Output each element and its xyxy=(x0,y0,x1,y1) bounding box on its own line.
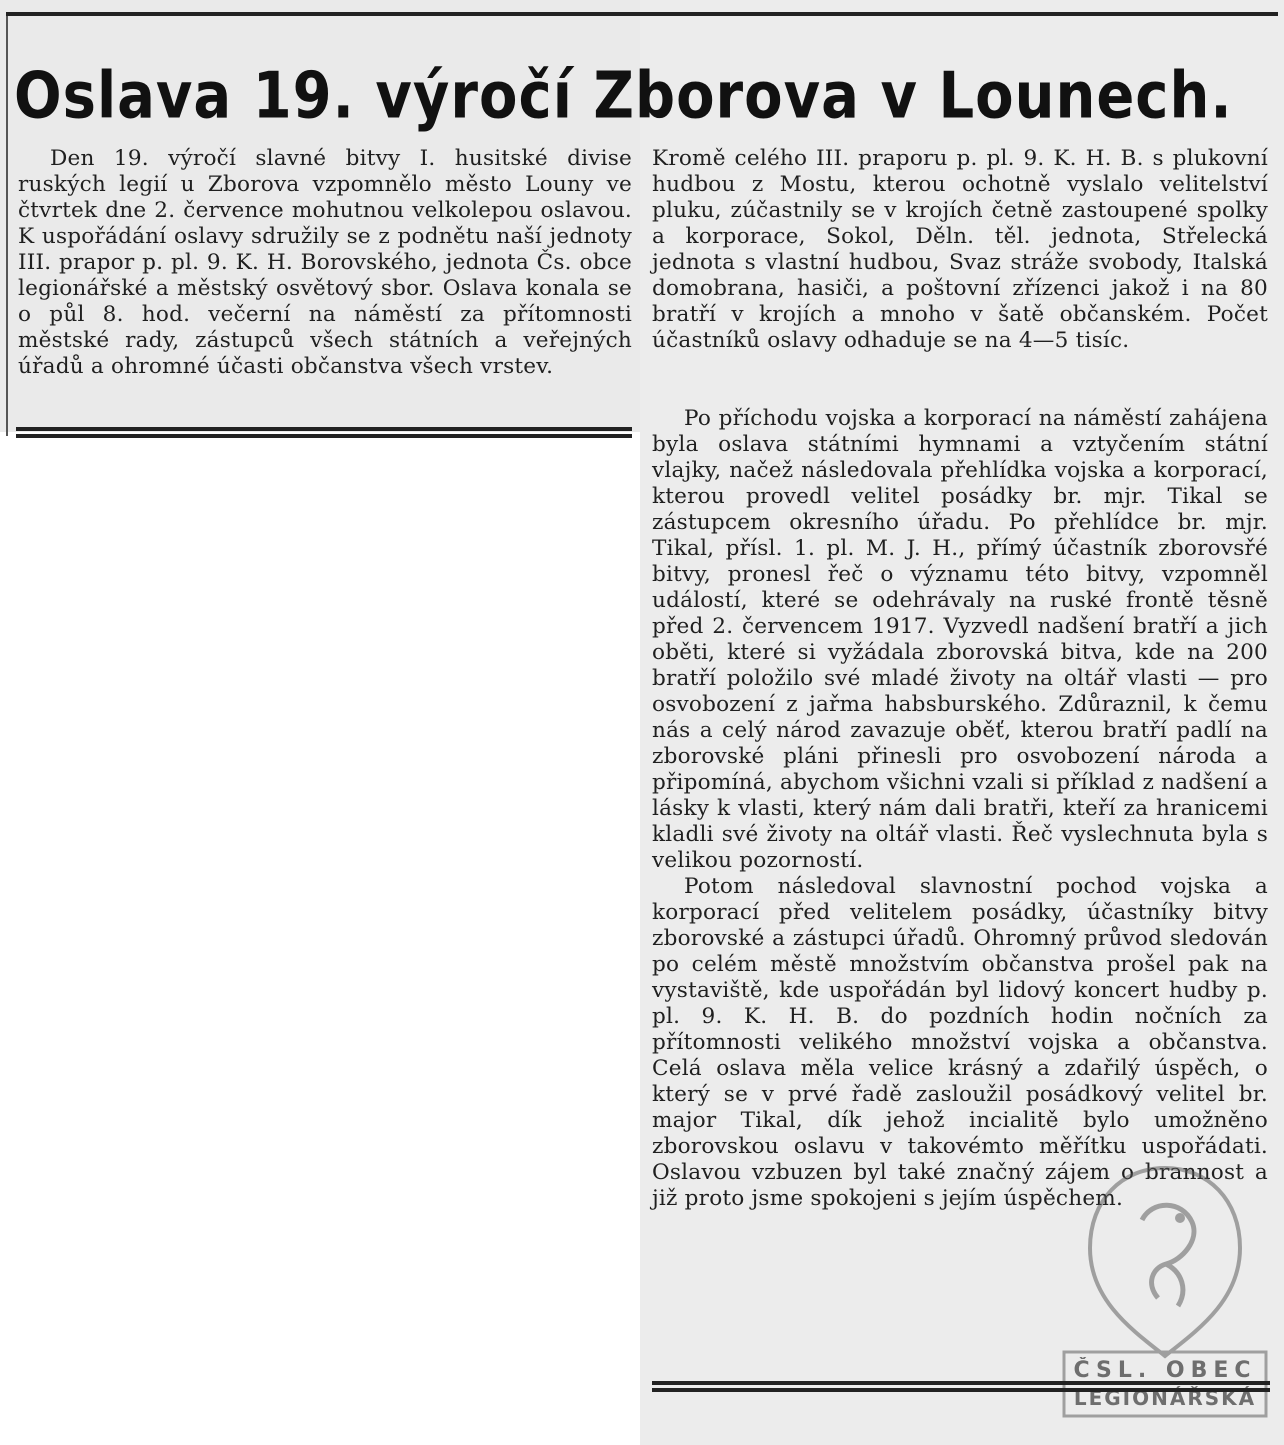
left-paragraph-1: Den 19. výročí slavné bitvy I. husitské divise ruských legií u Zborova vzpomnělo město Louny ve čtvrtek dne 2. července mohutnou velkolepou oslavou. K uspořádání oslavy sdružily se z podnětu naší jednoty III. prapor p. pl. 9. K. H. Borovského, jednota Čs. obce legionářské a městský osvětový sbor. Oslava konala se o půl 8. hod. večerní na náměstí za přítomnosti městské rady, zástupců všech státních a veřejných úřadů a ohromné účasti občanstva všech vrstev. xyxy=(18,146,632,379)
article-headline: Oslava 19. výročí Zborova v Lounech. xyxy=(14,59,1233,134)
left-column-end-rule xyxy=(16,427,632,438)
right-column-main xyxy=(652,406,1268,1212)
right-paragraph-2: Po příchodu vojska a korporací na náměstí zahájena byla oslava státními hymnami a vztyčením státní vlajky, načež následovala přehlídka vojska a korporací, kterou provedl velitel posádky br. mjr. Tikal se zástupcem okresního úřadu. Po přehlídce br. mjr. Tikal, přísl. 1. pl. M. J. H., přímý účastník zborovsřé bitvy, pronesl řeč o významu této bitvy, vzpomněl událostí, které se odehrávaly na ruské frontě těsně před 2. červencem 1917. Vyzvedl nadšení bratří a jich oběti, které si vyžádala zborovská bitva, kde na 200 bratří položilo své mladé životy na oltář vlasti — pro osvobození z jařma habsburského. Zdůraznil, k čemu nás a celý národ zavazuje oběť, kterou bratří padlí na zborovské pláni přinesli pro osvobození národa a připomíná, abychom všichni vzali si příklad z nadšení a lásky k vlasti, který nám dali bratři, kteří za hranicemi kladli své životy na oltář vlasti. Řeč vyslechnuta byla s velikou pozorností. xyxy=(652,406,1268,873)
right-column-top xyxy=(652,146,1268,354)
right-paragraph-1: Kromě celého III. praporu p. pl. 9. K. H. B. s plukovní hudbou z Mostu, kterou ochotně vyslalo velitelství pluku, zúčastnily se v krojích četně zastoupené spolky a korporace, Sokol, Děln. těl. jednota, Střelecká jednota s vlastní hudbou, Svaz stráže svobody, Italská domobrana, hasiči, a poštovní zřízenci jakož i na 80 bratří v krojích a mnoho v šatě občanském. Počet účastníků oslavy odhaduje se na 4—5 tisíc. xyxy=(652,146,1268,353)
right-column-end-rule xyxy=(652,1381,1270,1392)
watermark-line-2: LEGIONÁŘSKÁ xyxy=(1073,1386,1257,1410)
top-rule xyxy=(6,12,1278,16)
watermark-line-1: ČSL. OBEC xyxy=(1073,1358,1257,1383)
left-border-rule xyxy=(6,16,8,436)
right-paragraph-3: Potom následoval slavnostní pochod vojska a korporací před velitelem posádky, účastníky bitvy zborovské a zástupci úřadů. Ohromný průvod sledován po celém městě množstvím občanstva prošel pak na vystaviště, kde uspořádán byl lidový koncert hudby p. pl. 9. K. H. B. do pozdních hodin nočních za přítomnosti velikého množství vojska a občanstva. Celá oslava měla velice krásný a zdařilý úspěch, o který se v prvé řadě zasloužil posádkový velitel br. major Tikal, dík jehož incialitě bylo umožněno zborovskou oslavu v takovémto měřítku uspořádati. Oslavou vzbuzen byl také značný zájem o brannost a již proto jsme spokojeni s jejím úspěchem. xyxy=(652,874,1268,1211)
left-column xyxy=(18,146,632,380)
